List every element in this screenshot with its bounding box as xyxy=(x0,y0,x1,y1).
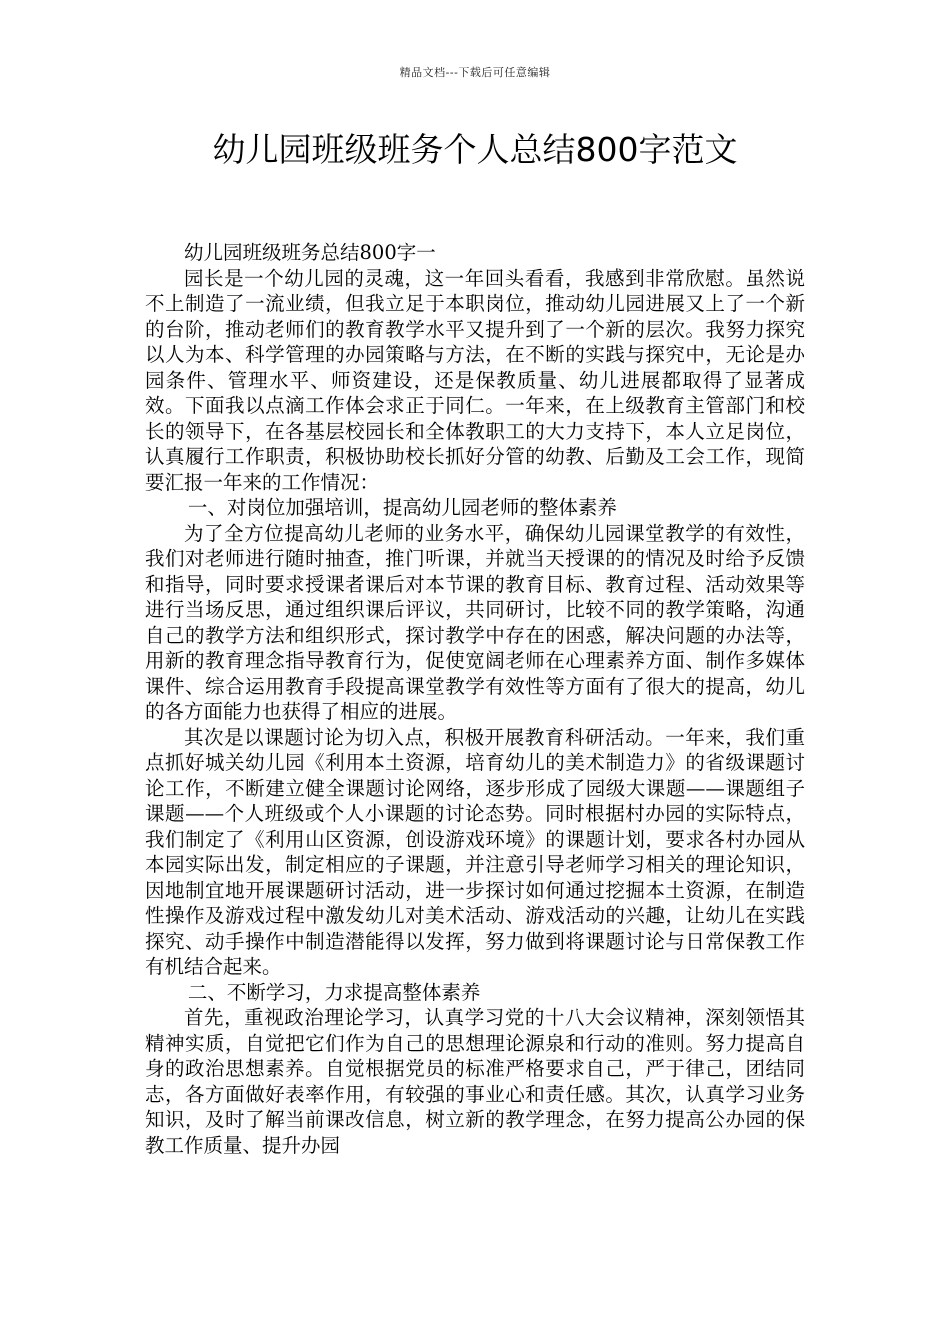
header-note: 精品文档---下载后可任意编辑 xyxy=(399,66,551,79)
document-title: 幼儿园班级班务个人总结800字范文 xyxy=(212,130,738,169)
section-heading: 一、对岗位加强培训，提高幼儿园老师的整体素养 xyxy=(187,496,617,519)
body-paragraph: 园长是一个幼儿园的灵魂，这一年回头看看，我感到非常欣慰。虽然说不上制造了一流业绩，但我立足于本职岗位，推动幼儿园进展又上了一个新的台阶，推动老师们的教育教学水平又提升到了一个新的层次。我努力探究以人为本、科学管理的办园策略与方法，在不断的实践与探究中，无论是办园条件、管理水平、师资建设，还是保教质量、幼儿进展都取得了显著成效。下面我以点滴工作体会求正于同仁。一年来，在上级教育主管部门和校长的领导下，在各基层校园长和全体教职工的大力支持下，本人立足岗位，认真履行工作职责，积极协助校长抓好分管的幼教、后勤及工会工作，现简要汇报一年来的工作情况： xyxy=(145,266,805,494)
body-paragraph: 首先，重视政治理论学习，认真学习党的十八大会议精神，深刻领悟其精神实质，自觉把它们作为自己的思想理论源泉和行动的准则。努力提高自身的政治思想素养。自觉根据党员的标准严格要求自己，严于律己，团结同志，各方面做好表率作用，有较强的事业心和责任感。其次，认真学习业务知识，及时了解当前课改信息，树立新的教学理念，在努力提高公办园的保教工作质量、提升办园 xyxy=(145,1006,805,1157)
section-subtitle: 幼儿园班级班务总结800字一 xyxy=(184,241,436,264)
section-heading: 二、不断学习，力求提高整体素养 xyxy=(187,980,481,1004)
document-body xyxy=(145,240,805,1158)
body-paragraph: 其次是以课题讨论为切入点，积极开展教育科研活动。一年来，我们重点抓好城关幼儿园《利用本土资源，培育幼儿的美术制造力》的省级课题讨论工作，不断建立健全课题讨论网络，逐步形成了园级大课题——课题组子课题——个人班级或个人小课题的讨论态势。同时根据村办园的实际特点，我们制定了《利用山区资源，创设游戏环境》的课题计划，要求各村办园从本园实际出发，制定相应的子课题，并注意引导老师学习相关的理论知识，因地制宜地开展课题研讨活动，进一步探讨如何通过挖掘本土资源，在制造性操作及游戏过程中激发幼儿对美术活动、游戏活动的兴趣，让幼儿在实践探究、动手操作中制造潜能得以发挥，努力做到将课题讨论与日常保教工作有机结合起来。 xyxy=(145,725,805,978)
body-paragraph: 为了全方位提高幼儿老师的业务水平，确保幼儿园课堂教学的有效性，我们对老师进行随时抽查，推门听课，并就当天授课的的情况及时给予反馈和指导，同时要求授课者课后对本节课的教育目标、教育过程、活动效果等进行当场反思，通过组织课后评议，共同研讨，比较不同的教学策略，沟通自己的教学方法和组织形式，探讨教学中存在的困惑，解决问题的办法等，用新的教育理念指导教育行为，促使宽阔老师在心理素养方面、制作多媒体课件、综合运用教育手段提高课堂教学有效性等方面有了很大的提高，幼儿的各方面能力也获得了相应的进展。 xyxy=(145,521,805,723)
